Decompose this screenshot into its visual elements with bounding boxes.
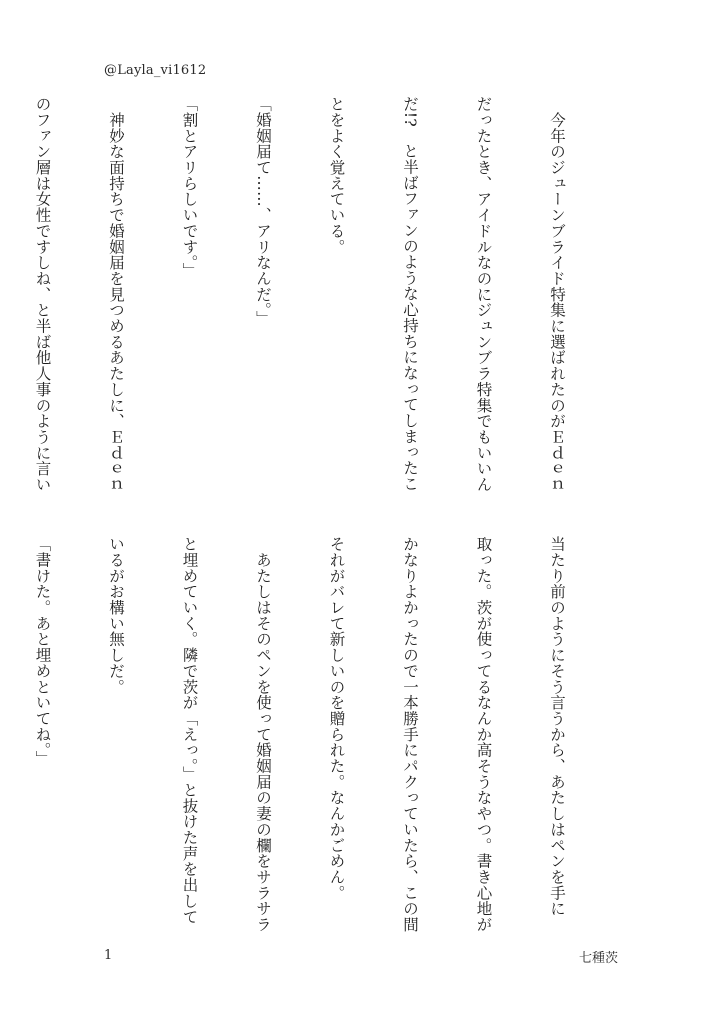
- text-line: かなりよかったので一本勝手にパクっていたら、この間: [401, 536, 419, 933]
- text-line: 「割とアリらしいです。」: [180, 96, 199, 279]
- text-line: 神妙な面持ちで婚姻届を見つめるあたしに、Ｅｄｅｎ: [107, 96, 125, 493]
- author-handle: @Layla_vi1612: [104, 63, 207, 78]
- text-line: だったとき、アイドルなのにジュンブラ特集でもいいん: [474, 96, 493, 493]
- text-line: あたしはそのペンを使って婚姻届の妻の欄をサラサラ: [254, 536, 272, 933]
- text-line: とをよく覚えている。: [327, 96, 346, 255]
- text-line: 取った。茨が使ってるなんか高そうなやつ。書き心地が: [474, 536, 493, 933]
- page-number: 1: [104, 948, 113, 963]
- text-line: それがバレて新しいのを贈られた。なんかごめん。: [327, 536, 346, 901]
- text-line: だ!? と半ばファンのような心持ちになってしまったこ: [401, 96, 419, 492]
- text-line: のファン層は女性ですしね、と半ば他人事のように言い: [33, 96, 52, 493]
- text-line: 今年のジューンブライド特集に選ばれたのがＥｄｅｎ: [548, 96, 566, 493]
- text-block-upper: [0, 96, 618, 496]
- text-block-lower: [0, 536, 618, 936]
- text-line: いるがお構い無しだ。: [107, 536, 125, 695]
- text-line: と埋めていく。隣で茨が「えっ。」と抜けた声を出して: [180, 536, 199, 925]
- text-line: 「書けた。あと埋めといてね。」: [33, 536, 52, 766]
- author-name: 七種茨: [578, 951, 618, 966]
- text-line: 当たり前のようにそう言うから、あたしはペンを手に: [548, 536, 566, 917]
- text-line: 「婚姻届て……、アリなんだ。」: [254, 96, 272, 326]
